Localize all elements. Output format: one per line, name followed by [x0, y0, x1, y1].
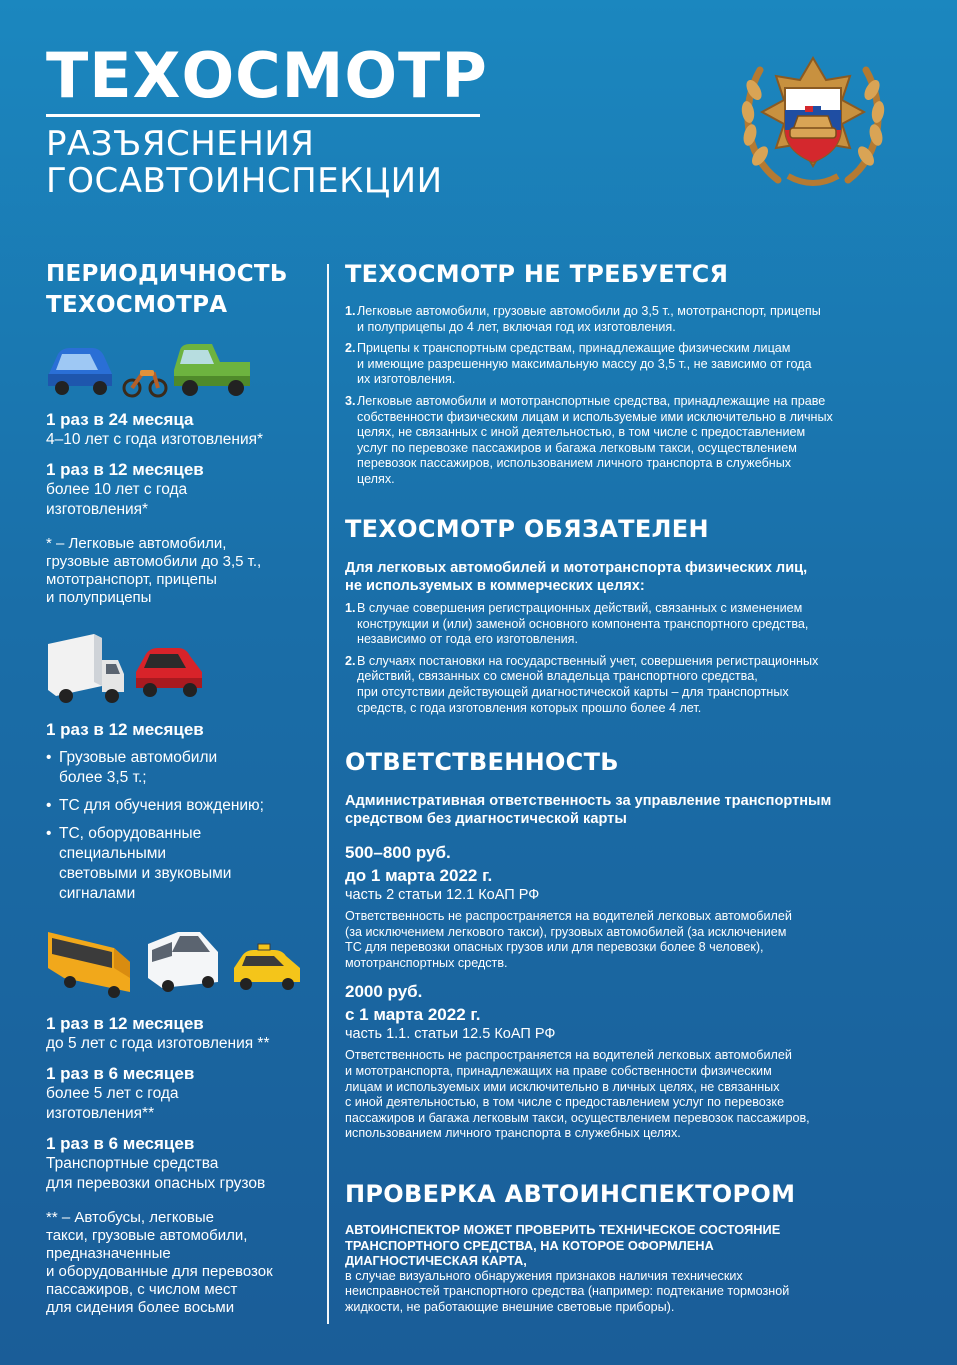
item-number: 2. — [345, 653, 356, 668]
traffic-police-emblem-icon — [738, 50, 888, 196]
inspection-bold — [345, 1222, 925, 1269]
period-text: до 5 лет с года изготовления ** — [46, 1035, 270, 1052]
list-item-line: специальными — [59, 845, 167, 862]
item-line: Легковые автомобили, грузовые автомобили до 3,5 т., мототранспорт, прицепы — [357, 304, 821, 318]
bold-line: ТРАНСПОРТНОГО СРЕДСТВА, НА КОТОРОЕ ОФОРМЛЕНА — [345, 1237, 714, 1253]
intro-line: не используемых в коммерческих целях: — [345, 578, 645, 594]
section-liability — [345, 748, 925, 1142]
footnote-line: * – Легковые автомобили, — [46, 535, 227, 552]
period-text: 4–10 лет с года изготовления* — [46, 431, 264, 448]
section-intro — [345, 792, 925, 828]
list-item-line: световыми и звуковыми — [59, 865, 232, 882]
list-item-line: сигналами — [59, 885, 136, 902]
description-line: и мототранспорта, принадлежащих на праве собственности физическим — [345, 1063, 772, 1078]
title-underline — [46, 114, 480, 117]
fine-article: часть 2 статьи 12.1 КоАП РФ — [345, 887, 540, 903]
list-item-line: более 3,5 т.; — [59, 769, 147, 786]
fine-date: до 1 марта 2022 г. — [345, 866, 493, 885]
period-text: Транспортные средства — [46, 1155, 219, 1172]
bold-line: АВТОИНСПЕКТОР МОЖЕТ ПРОВЕРИТЬ ТЕХНИЧЕСКОЕ СОСТОЯНИЕ — [345, 1222, 781, 1237]
item-line: и полуприцепы до 4 лет, включая год их изготовления. — [357, 319, 676, 334]
item-line: независимо от года его изготовления. — [357, 632, 578, 647]
description-line: ТС для перевозки опасных грузов или для перевозки более 8 человек), — [345, 940, 764, 955]
section-intro — [345, 559, 925, 595]
list-item — [46, 824, 316, 904]
section-heading: ОТВЕТСТВЕННОСТЬ — [345, 748, 619, 776]
section-inspection — [345, 1180, 925, 1315]
item-line: Прицепы к транспортным средствам, принадлежащие физическим лицам — [357, 341, 791, 356]
fine-block-1 — [345, 842, 925, 971]
item-line: средств, с года изготовления которых прошло более 4 лет. — [357, 700, 702, 715]
list-item-line: • Грузовые автомобили — [59, 749, 218, 766]
fine-block-2 — [345, 981, 925, 1142]
red-car-icon — [136, 648, 202, 697]
section-required — [345, 515, 925, 722]
fine-article: часть 1.1. статьи 12.5 КоАП РФ — [345, 1026, 556, 1043]
item-line: В случае совершения регистрационных действий, связанных с изменением — [357, 601, 803, 615]
period-text: более 10 лет с года — [46, 481, 188, 498]
section-heading: ТЕХОСМОТР НЕ ТРЕБУЕТСЯ — [345, 260, 729, 288]
truck-icon — [48, 634, 124, 703]
footnote-line: такси, грузовые автомобили, — [46, 1227, 248, 1244]
periodicity-heading — [46, 259, 288, 321]
description-line: Ответственность не распространяется на водителей легковых автомобилей — [345, 909, 792, 923]
description-line: использованием личного транспорта в служебных целях. — [345, 1126, 681, 1141]
list-item — [46, 748, 316, 788]
footnote-line: и оборудованные для перевозок — [46, 1263, 273, 1280]
heading-line: ТЕХОСМОТРА — [46, 292, 228, 318]
periodicity-group-1 — [46, 410, 316, 607]
period-bold: 1 раз в 6 месяцев — [46, 1064, 195, 1083]
fine-amount: 500–800 руб. — [345, 843, 451, 862]
list-item — [345, 304, 925, 335]
section-heading: ПРОВЕРКА АВТОИНСПЕКТОРОМ — [345, 1180, 796, 1208]
list-item — [345, 394, 925, 488]
intro-line: Для легковых автомобилей и мототранспорта физических лиц, — [345, 560, 808, 576]
list-item — [345, 601, 925, 648]
item-line: услуг по перевозке пассажиров и багажа легковым такси, осуществлением — [357, 440, 797, 455]
footnote-line: пассажиров, с числом мест — [46, 1281, 238, 1298]
periodicity-group-2 — [46, 720, 316, 912]
fine-amount: 2000 руб. — [345, 982, 423, 1002]
period-bold: 1 раз в 6 месяцев — [46, 1134, 195, 1153]
text-line: в случае визуального обнаружения признаков наличия технических — [345, 1268, 743, 1283]
period-text: изготовления* — [46, 501, 149, 518]
period-bold: 1 раз в 12 месяцев — [46, 720, 204, 739]
item-line: перевозок пассажиров, использованием личного транспорта в служебных — [357, 456, 792, 471]
item-line: целях. — [357, 471, 395, 486]
footnote — [46, 535, 316, 607]
list-item-line: • ТС для обучения вождению; — [59, 797, 264, 814]
footnote-line: для сидения более восьми — [46, 1299, 235, 1316]
item-line: В случаях постановки на государственный учет, совершения регистрационных — [357, 653, 819, 668]
bus-icon — [48, 932, 130, 998]
text-line: жидкости, не работающие внешние световые приборы). — [345, 1299, 675, 1314]
page-title: ТЕХОСМОТР — [46, 39, 488, 112]
item-line: и имеющие разрешенную максимальную массу до 3,5 т., не зависимо от года — [357, 356, 812, 371]
numbered-list — [345, 601, 925, 716]
item-number: 3. — [345, 393, 356, 408]
motorcycle-icon — [124, 370, 166, 396]
item-number: 1. — [345, 601, 356, 615]
description-line: лицам и используемых ими исключительно в личных целях, не связанных — [345, 1079, 780, 1094]
description-line: пассажиров и багажа легковым такси, осуществлением перевозок пассажиров, — [345, 1110, 810, 1125]
item-number: 2. — [345, 341, 356, 356]
item-line: их изготовления. — [357, 372, 456, 387]
description-line: Ответственность не распространяется на водителей легковых автомобилей — [345, 1048, 792, 1063]
pickup-truck-icon — [174, 344, 250, 396]
description-line: с иной деятельностью, в том числе с предоставлением услуг по перевозке — [345, 1095, 785, 1110]
column-divider — [327, 264, 329, 1324]
period-bold: 1 раз в 24 месяца — [46, 410, 194, 429]
fine-description — [345, 1048, 925, 1142]
item-line: собственности физическим лицам и используемые ими исключительно в личных — [357, 409, 833, 424]
period-bold: 1 раз в 12 месяцев — [46, 460, 204, 479]
item-line: действий, связанных со сменой владельца транспортного средства, — [357, 669, 758, 684]
footnote-line: и полуприцепы — [46, 589, 152, 606]
item-line: Легковые автомобили и мототранспортные средства, принадлежащие на праве — [357, 393, 826, 408]
heading-line: ПЕРИОДИЧНОСТЬ — [46, 261, 288, 287]
fine-date: с 1 марта 2022 г. — [345, 1005, 481, 1025]
bold-line: ДИАГНОСТИЧЕСКАЯ КАРТА, — [345, 1253, 527, 1268]
item-line: целях, не связанных с иной деятельностью, в том числе с предоставлением — [357, 425, 806, 440]
description-line: (за исключением легкового такси), грузовых автомобилей (за исключением — [345, 924, 787, 939]
text-line: неисправностей транспортного средства (например: подтекание тормозной — [345, 1284, 790, 1299]
numbered-list — [345, 304, 925, 488]
intro-line: средством без диагностической карты — [345, 811, 627, 827]
vehicle-list — [46, 748, 316, 904]
footnote-line: мототранспорт, прицепы — [46, 571, 217, 588]
period-text: изготовления** — [46, 1105, 155, 1122]
section-heading: ТЕХОСМОТР ОБЯЗАТЕЛЕН — [345, 515, 709, 543]
blue-car-icon — [48, 348, 112, 395]
fine-description — [345, 909, 925, 971]
item-number: 1. — [345, 304, 356, 318]
inspection-text — [345, 1269, 925, 1316]
footnote — [46, 1209, 321, 1317]
page-subtitle — [46, 126, 516, 200]
description-line: мототранспортных средств. — [345, 955, 508, 970]
section-not-required — [345, 260, 925, 494]
period-text: для перевозки опасных грузов — [46, 1175, 266, 1192]
list-item — [345, 341, 925, 388]
list-item-line: • ТС, оборудованные — [59, 825, 202, 842]
period-text: более 5 лет с года — [46, 1085, 179, 1102]
footnote-line: ** – Автобусы, легковые — [46, 1209, 214, 1226]
intro-line: Административная ответственность за управление транспортным — [345, 793, 832, 809]
item-line: при отсутствии действующей диагностической карты – для транспортных — [357, 684, 789, 699]
item-line: конструкции и (или) заменой основного компонента транспортного средства, — [357, 616, 809, 631]
taxi-icon — [234, 944, 300, 990]
subtitle-line: РАЗЪЯСНЕНИЯ — [46, 124, 315, 164]
van-icon — [148, 932, 218, 992]
footnote-line: грузовые автомобили до 3,5 т., — [46, 553, 262, 570]
list-item — [345, 654, 925, 716]
list-item — [46, 796, 316, 816]
period-bold: 1 раз в 12 месяцев — [46, 1014, 204, 1033]
footnote-line: предназначенные — [46, 1245, 171, 1262]
subtitle-line: ГОСАВТОИНСПЕКЦИИ — [46, 161, 443, 201]
periodicity-group-3 — [46, 1014, 321, 1317]
